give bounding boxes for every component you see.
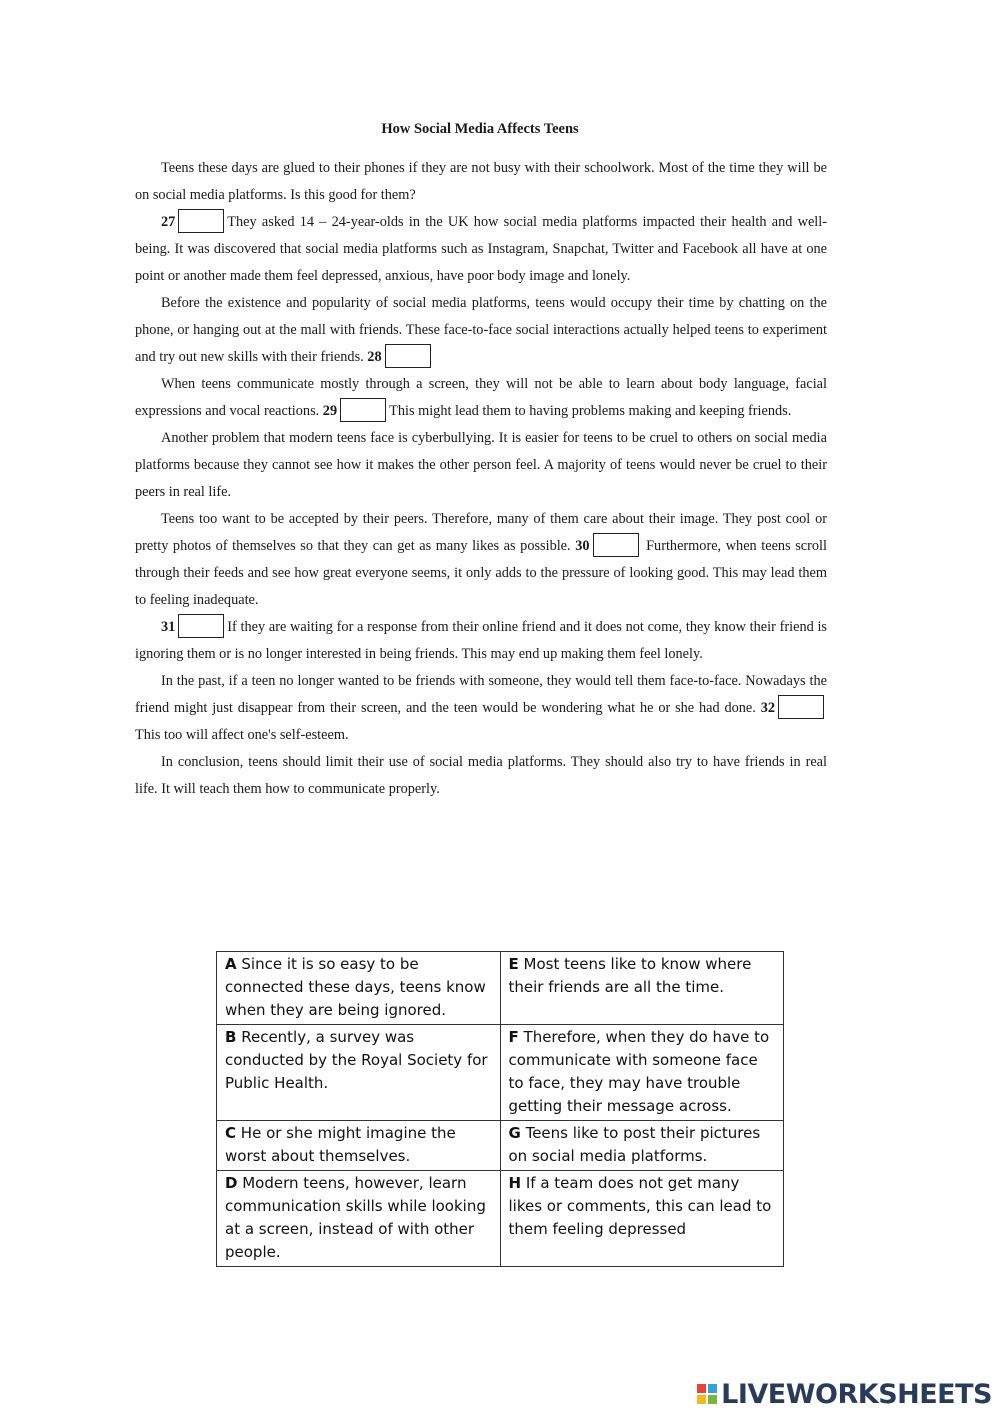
option-g <box>500 1121 784 1171</box>
paragraph-27-text: They asked 14 – 24-year-olds in the UK how social media platforms impacted their health and well-being. It was discovered that social media platforms such as Instagram, Snapchat, Twitter and Facebook all have at one point or another made them feel depressed, anxious, have poor body image and lonely. <box>135 214 827 284</box>
paragraph-28-text: Before the existence and popularity of social media platforms, teens would occupy their time by chatting on the phone, or hanging out at the mall with friends. These face-to-face social interactions actually helped teens to experiment and try out new skills with their friends. <box>135 295 827 365</box>
option-text: Most teens like to know where their friends are all the time. <box>508 955 752 996</box>
answer-box-30[interactable] <box>593 533 639 557</box>
answer-box-32[interactable] <box>778 695 824 719</box>
paragraph-27 <box>135 209 827 290</box>
footer-brand[interactable] <box>697 1377 992 1411</box>
question-number-27: 27 <box>161 214 176 230</box>
option-b <box>217 1025 501 1121</box>
logo-square-blue <box>708 1384 717 1393</box>
paragraph-conclusion: In conclusion, teens should limit their use of social media platforms. They should also try to have friends in real life. It will teach them how to communicate properly. <box>135 754 827 797</box>
option-text: Modern teens, however, learn communication skills while looking at a screen, instead of with other people. <box>225 1174 486 1261</box>
paragraph-31 <box>135 614 827 668</box>
option-f <box>500 1025 784 1121</box>
answer-box-31[interactable] <box>178 614 224 638</box>
option-text: Therefore, when they do have to communicate with someone face to face, they may have trouble getting their message across. <box>508 1028 770 1115</box>
logo-square-red <box>697 1384 706 1393</box>
option-h <box>500 1171 784 1267</box>
paragraph-32-text-b: This too will affect one's self-esteem. <box>135 727 349 743</box>
page-title: How Social Media Affects Teens <box>381 121 579 137</box>
options-row <box>217 952 784 1025</box>
paragraph-29 <box>135 371 827 425</box>
answer-box-29[interactable] <box>340 398 386 422</box>
question-number-32: 32 <box>760 700 775 716</box>
paragraph-30 <box>135 506 827 614</box>
article-body <box>135 155 827 803</box>
option-e <box>500 952 784 1025</box>
option-letter: E <box>508 955 519 973</box>
paragraph-31-text: If they are waiting for a response from their online friend and it does not come, they know their friend is ignoring them or is no longer interested in being friends. This may end up making them feel lonely. <box>135 619 827 662</box>
option-letter: H <box>508 1174 522 1192</box>
brand-name: LIVEWORKSHEETS <box>721 1378 992 1410</box>
paragraph-32-text-a: In the past, if a teen no longer wanted to be friends with someone, they would tell them face-to-face. Nowadays the friend might just disappear from their screen, and the teen would be wondering what he or she had done. <box>135 673 827 716</box>
option-text: Recently, a survey was conducted by the Royal Society for Public Health. <box>225 1028 488 1092</box>
options-table <box>216 951 784 1267</box>
liveworksheets-logo-icon <box>697 1384 717 1404</box>
options-row <box>217 1025 784 1121</box>
option-letter: B <box>225 1028 237 1046</box>
answer-box-28[interactable] <box>385 344 431 368</box>
paragraph-30-text-b: Furthermore, when teens scroll through their feeds and see how great everyone seems, it only adds to the pressure of looking good. This may lead them to feeling inadequate. <box>135 538 827 608</box>
option-a <box>217 952 501 1025</box>
question-number-29: 29 <box>322 403 338 419</box>
paragraph-intro: Teens these days are glued to their phones if they are not busy with their schoolwork. Most of the time they will be on social media platforms. Is this good for them? <box>135 160 827 203</box>
option-letter: F <box>508 1028 519 1046</box>
option-d <box>217 1171 501 1267</box>
answer-box-27[interactable] <box>178 209 224 233</box>
question-number-28: 28 <box>367 349 382 365</box>
options-row <box>217 1171 784 1267</box>
option-text: Since it is so easy to be connected these days, teens know when they are being ignored. <box>225 955 486 1019</box>
paragraph-29-text-b: This might lead them to having problems making and keeping friends. <box>389 403 792 419</box>
option-c <box>217 1121 501 1171</box>
option-letter: C <box>225 1124 237 1142</box>
option-text: He or she might imagine the worst about themselves. <box>225 1124 456 1165</box>
paragraph-30-text-a: Teens too want to be accepted by their peers. Therefore, many of them care about their image. They post cool or pretty photos of themselves so that they can get as many likes as possible. <box>135 511 827 554</box>
logo-square-yellow <box>697 1395 706 1404</box>
question-number-30: 30 <box>575 538 590 554</box>
option-letter: A <box>225 955 237 973</box>
question-number-31: 31 <box>161 619 176 635</box>
options-row <box>217 1121 784 1171</box>
option-letter: D <box>225 1174 238 1192</box>
logo-square-green <box>708 1395 717 1404</box>
paragraph-cyberbullying: Another problem that modern teens face is cyberbullying. It is easier for teens to be cruel to others on social media platforms because they cannot see how it makes the other person feel. A majority of teens would never be cruel to their peers in real life. <box>135 430 827 500</box>
option-text: Teens like to post their pictures on social media platforms. <box>508 1124 761 1165</box>
paragraph-29-text-a: When teens communicate mostly through a screen, they will not be able to learn about body language, facial expressions and vocal reactions. <box>135 376 827 419</box>
option-letter: G <box>508 1124 521 1142</box>
option-text: If a team does not get many likes or comments, this can lead to them feeling depressed <box>508 1174 772 1238</box>
paragraph-32 <box>135 668 827 749</box>
paragraph-28 <box>135 290 827 371</box>
